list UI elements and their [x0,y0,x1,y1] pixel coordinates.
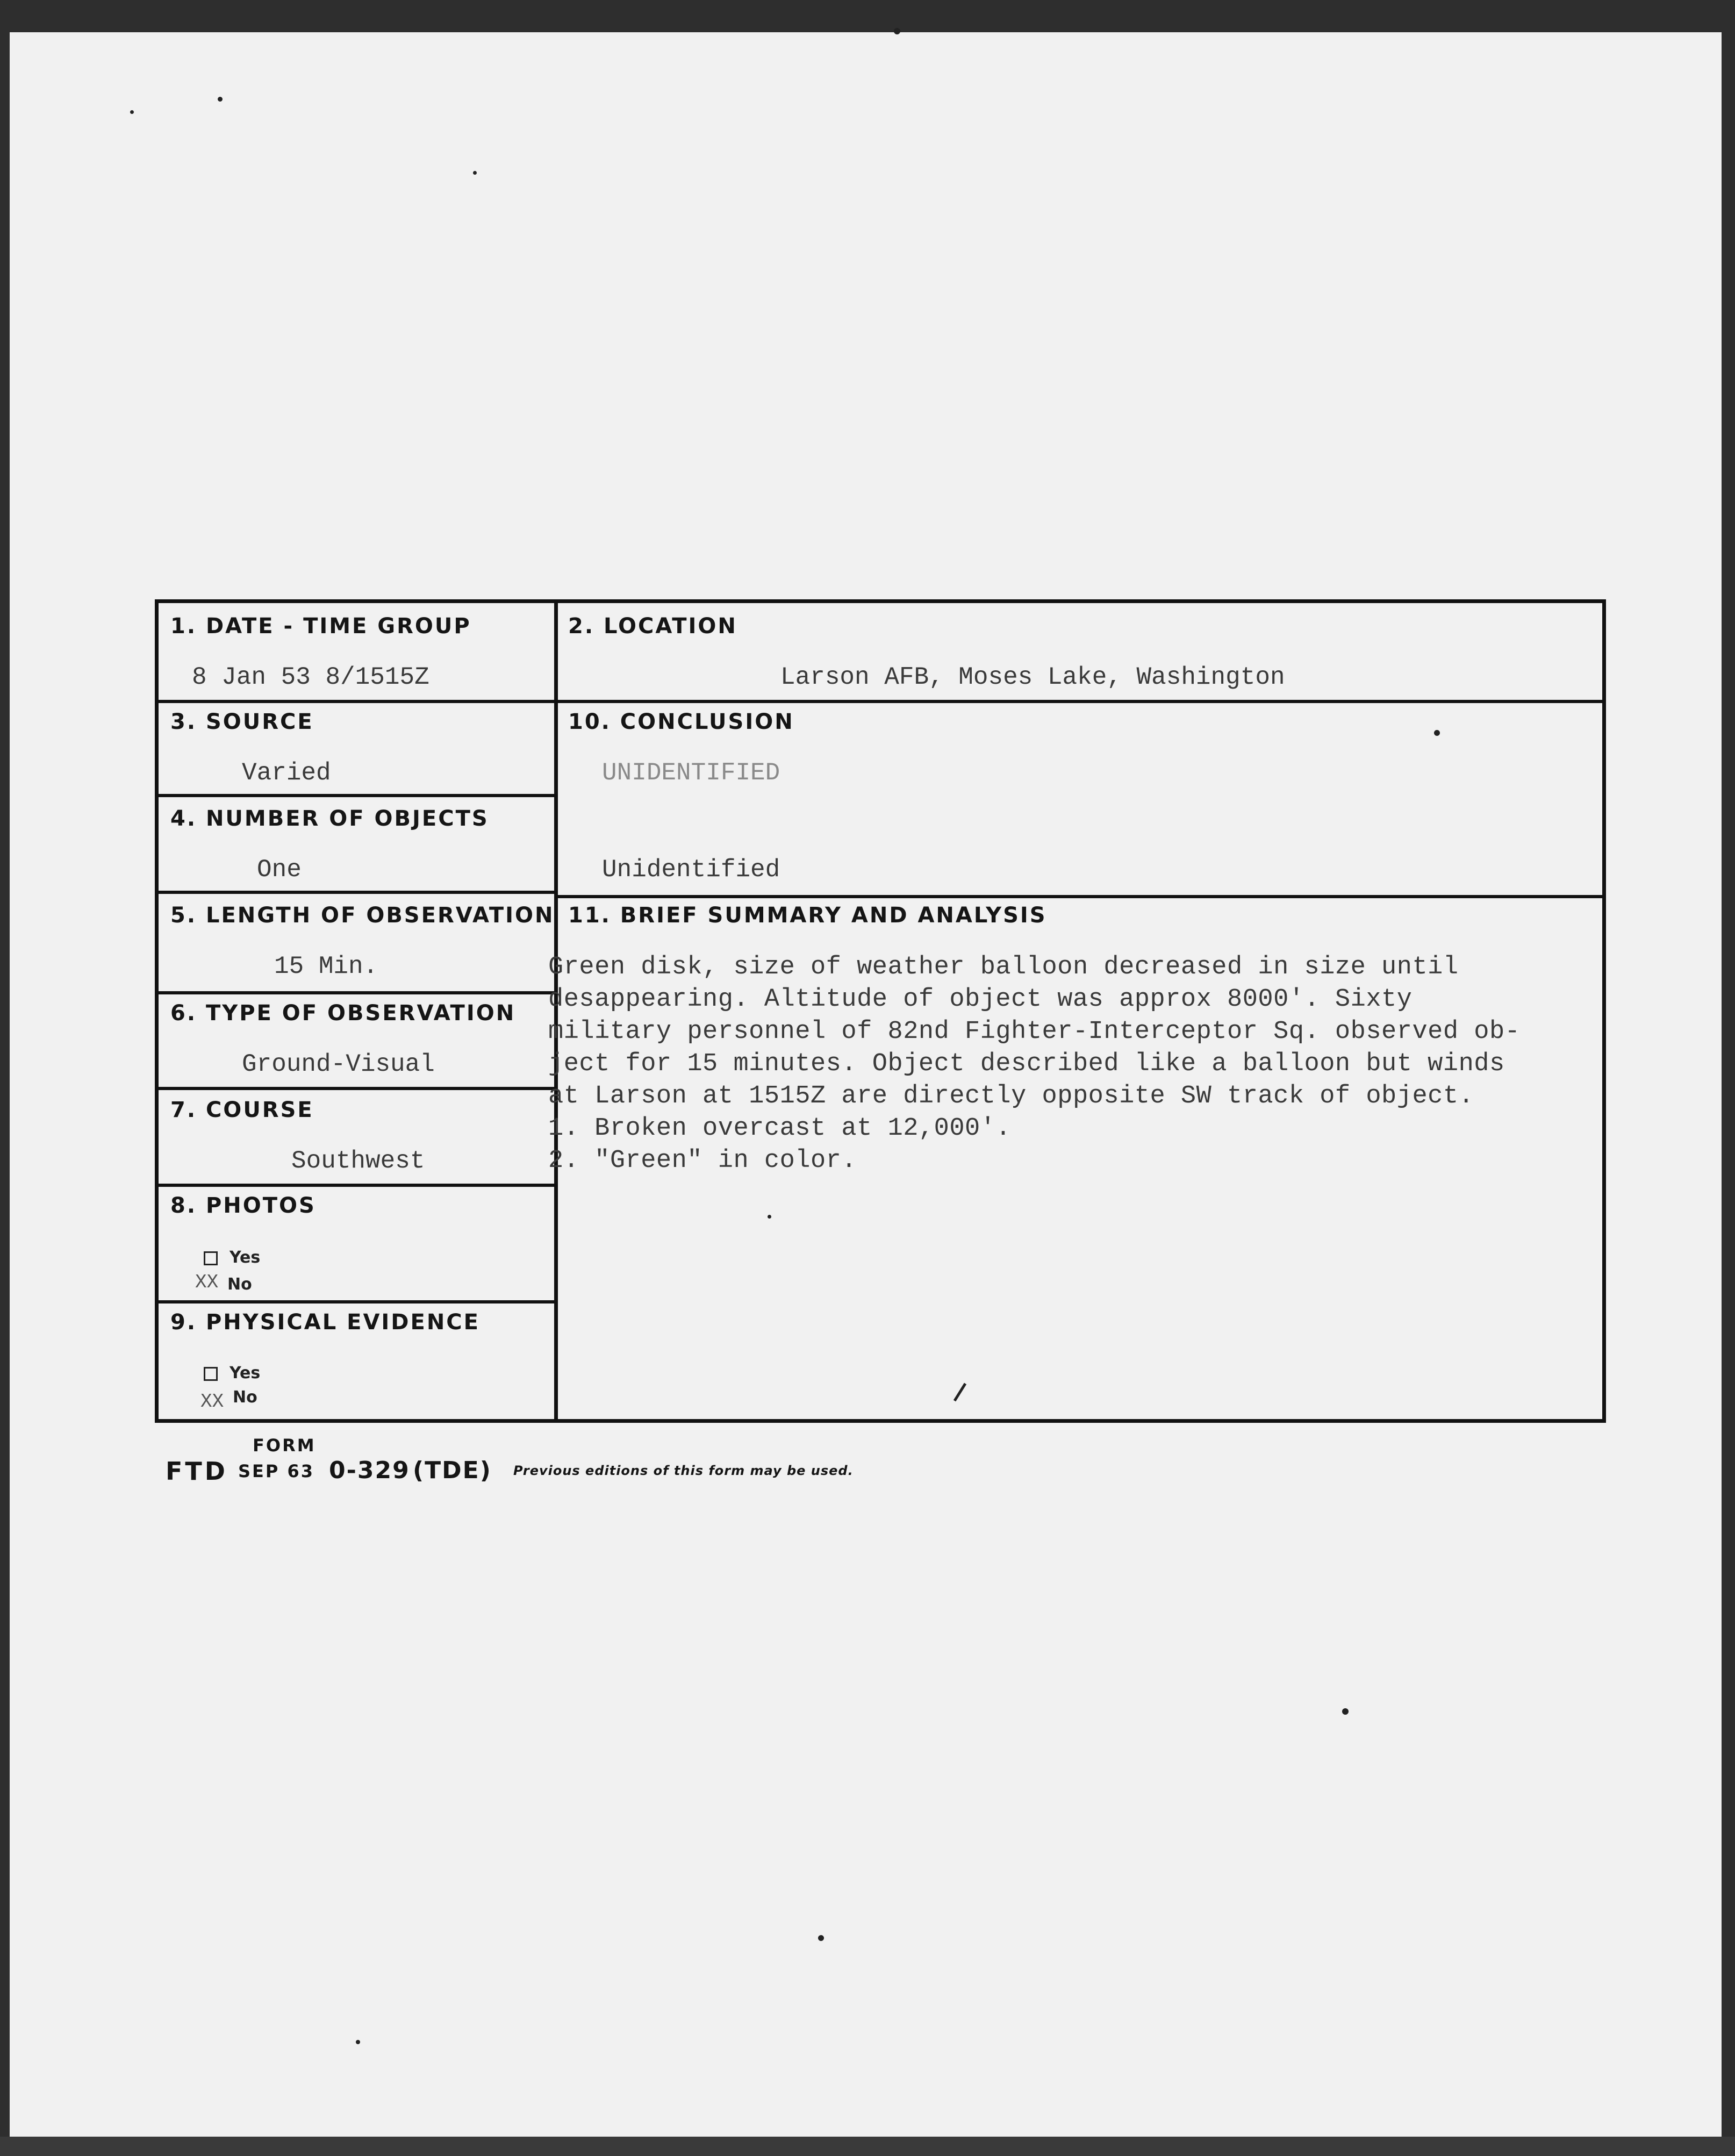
physical-evidence-yes-label: Yes [230,1364,261,1383]
number-of-objects-label: 4. NUMBER OF OBJECTS [170,806,489,831]
scan-bottom-edge [0,2137,1735,2156]
row-divider [159,1300,554,1303]
physical-evidence-no-label: No [233,1388,257,1407]
scan-speck [894,28,900,34]
photos-no-option [227,1275,252,1294]
row-divider [159,991,554,994]
checkbox-icon [204,1367,218,1381]
location-label: 2. LOCATION [568,614,737,639]
length-of-observation-label: 5. LENGTH OF OBSERVATION [170,903,555,928]
physical-evidence-yes-option [204,1364,260,1383]
checkbox-icon [204,1251,218,1265]
footer-ftd: FTD [166,1457,228,1486]
physical-evidence-label: 9. PHYSICAL EVIDENCE [170,1310,480,1335]
row-divider [159,1087,554,1090]
row-divider [554,895,1606,898]
summary-line: Green disk, size of weather balloon decreased in size until [548,953,1459,982]
photos-yes-option [204,1248,260,1267]
physical-evidence-no-mark: XX [200,1391,224,1413]
scan-speck [818,1935,824,1941]
course-value: Southwest [291,1147,425,1175]
scan-speck [473,171,477,175]
date-time-value: 8 Jan 53 8/1515Z [192,663,429,691]
summary-line: desappearing. Altitude of object was approx 8000'. Sixty [548,985,1413,1014]
photos-yes-label: Yes [230,1248,261,1267]
conclusion-value: Unidentified [602,856,780,884]
footer-form-date: SEP 63 [238,1461,315,1481]
scan-speck [218,97,223,102]
scan-speck [356,2040,360,2044]
number-of-objects-value: One [257,856,302,884]
location-value: Larson AFB, Moses Lake, Washington [780,663,1285,691]
summary-line: military personnel of 82nd Fighter-Interceptor Sq. observed ob- [548,1018,1521,1046]
summary-line: 2. "Green" in color. [548,1147,857,1175]
conclusion-stamp: UNIDENTIFIED [602,759,780,787]
summary-label: 11. BRIEF SUMMARY AND ANALYSIS [568,903,1047,928]
source-label: 3. SOURCE [170,710,314,734]
type-of-observation-label: 6. TYPE OF OBSERVATION [170,1001,516,1026]
footer-form-number: 0-329 [329,1457,410,1484]
date-time-label: 1. DATE - TIME GROUP [170,614,471,639]
footer-form-suffix: (TDE) [413,1457,492,1484]
summary-line: at Larson at 1515Z are directly opposite SW track of object. [548,1082,1474,1111]
scan-speck [1342,1708,1349,1715]
length-of-observation-value: 15 Min. [274,952,378,980]
row-divider [159,794,554,797]
photos-no-label: No [227,1275,252,1294]
scan-speck [130,110,134,114]
type-of-observation-value: Ground-Visual [242,1050,435,1078]
photos-no-mark: XX [195,1271,219,1293]
summary-line: ject for 15 minutes. Object described like a balloon but winds [548,1050,1505,1078]
row-divider [159,891,554,894]
footer-form-word: FORM [253,1435,316,1456]
physical-evidence-no-option [233,1388,257,1407]
row-divider [159,1184,554,1187]
course-label: 7. COURSE [170,1098,314,1122]
summary-line: 1. Broken overcast at 12,000'. [548,1114,1012,1143]
conclusion-label: 10. CONCLUSION [568,710,794,734]
pen-tick-mark [951,1381,967,1403]
footer-note: Previous editions of this form may be used. [513,1463,854,1478]
source-value: Varied [242,759,331,787]
photos-label: 8. PHOTOS [170,1193,316,1218]
row-divider [159,700,1602,703]
